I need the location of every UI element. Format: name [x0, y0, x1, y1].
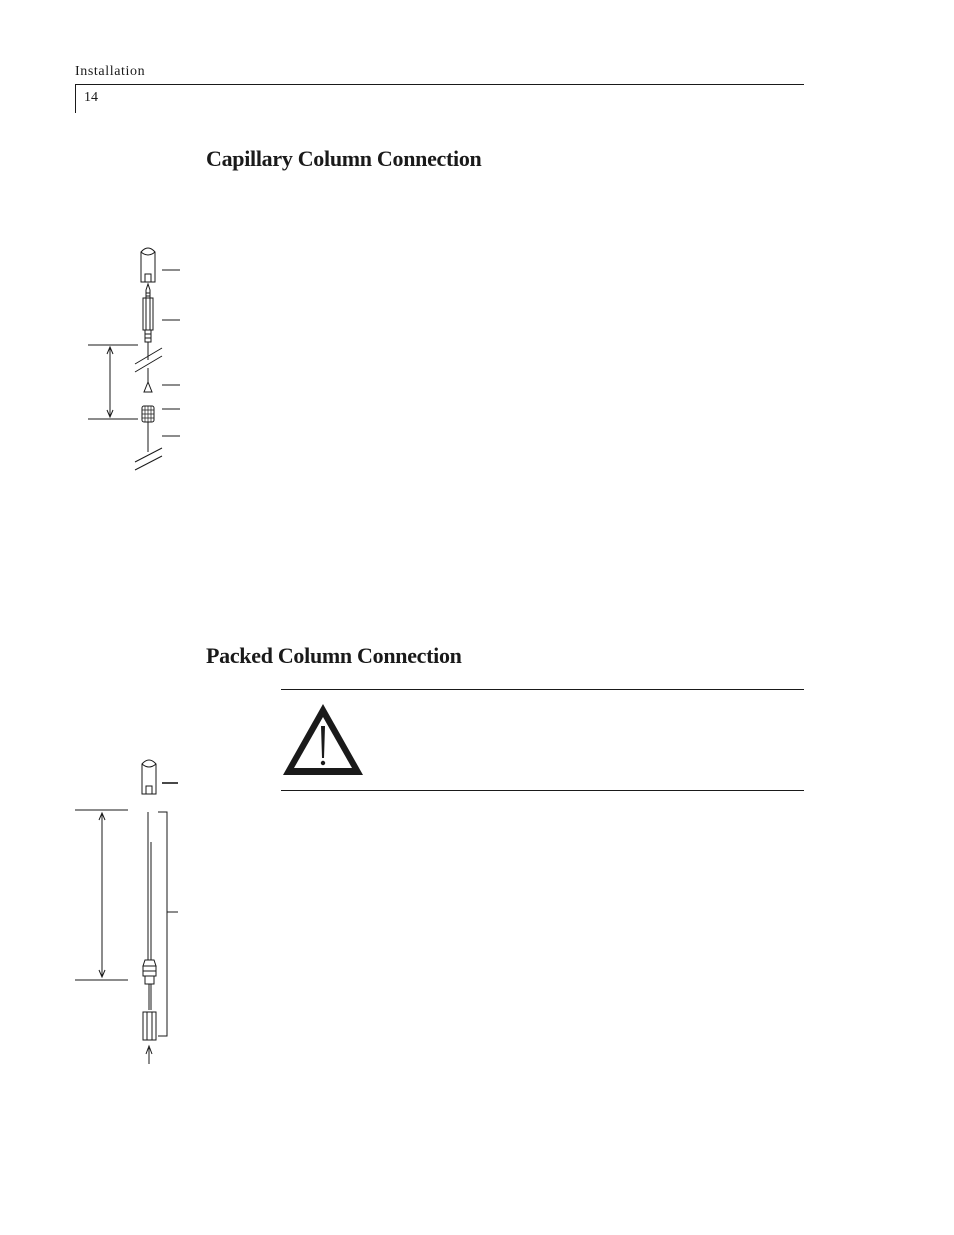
- capillary-nut-upper: [143, 298, 153, 330]
- packed-bottom-nut: [143, 1012, 156, 1040]
- page-number-tab: [75, 84, 76, 113]
- packed-tube-bore: [146, 786, 152, 794]
- page-number: 14: [84, 90, 98, 105]
- packed-length-bracket: [158, 812, 167, 1036]
- capillary-ferrule-cone: [144, 382, 152, 392]
- packed-fitting: [143, 960, 156, 966]
- capillary-tube-bore: [145, 274, 151, 282]
- warning-triangle-icon: [281, 702, 365, 778]
- header-rule: [75, 84, 804, 85]
- running-head: Installation: [75, 64, 146, 79]
- section-heading-packed: Packed Column Connection: [206, 643, 462, 668]
- warning-callout: [281, 689, 804, 791]
- packed-connection-diagram: [70, 752, 190, 1072]
- capillary-connection-diagram: [80, 240, 190, 480]
- section-heading-capillary: Capillary Column Connection: [206, 146, 482, 171]
